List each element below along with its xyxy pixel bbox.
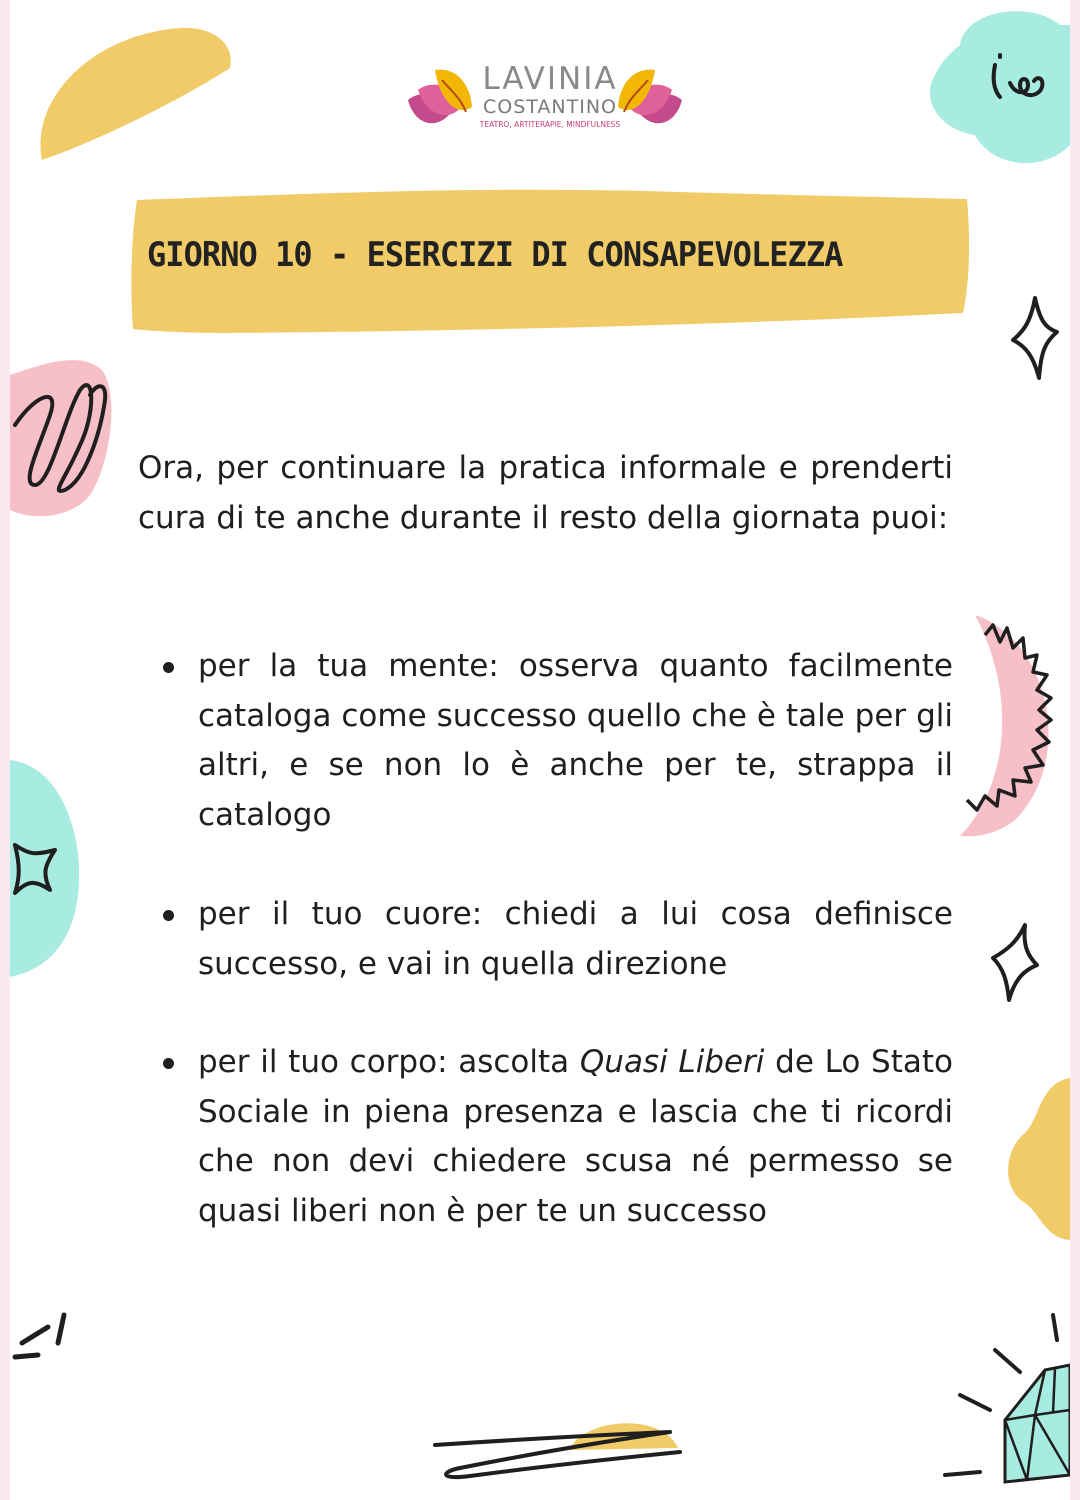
bullet-dot	[163, 662, 174, 673]
song-title: Quasi Liberi	[579, 1044, 765, 1080]
logo-surname: COSTANTINO	[482, 96, 617, 118]
list-item	[198, 1038, 953, 1236]
dash-lines-left	[10, 1305, 80, 1365]
brand-logo	[400, 62, 690, 136]
bullet-list-body	[198, 1038, 953, 1236]
bullet-list-mind	[198, 642, 953, 840]
teal-blob-top-right	[920, 5, 1070, 170]
list-item	[198, 642, 953, 840]
logo-name: LAVINIA	[482, 61, 618, 97]
page-title: GIORNO 10 - ESERCIZI DI CONSAPEVOLEZZA	[147, 235, 843, 275]
pink-zigzag-arc-right	[955, 610, 1070, 840]
diamond-icon	[935, 1310, 1070, 1490]
bullet-text-before: per il tuo corpo: ascolta	[198, 1044, 580, 1080]
logo-tagline: TEATRO, ARTITERAPIE, MINDFULNESS	[479, 120, 621, 129]
yellow-semicircle-bottom	[430, 1410, 690, 1485]
bullet-text: per la tua mente: osserva quanto facilmente cataloga come successo quello che è tale per gli altri, e se non lo è anche per te, strappa il catalogo	[198, 648, 953, 833]
sparkle-right-middle	[985, 920, 1045, 1005]
sparkle-right-top	[1005, 290, 1065, 385]
list-item	[198, 890, 953, 989]
bullet-text: per il tuo cuore: chiedi a lui cosa definisce successo, e vai in quella direzione	[198, 896, 953, 982]
title-banner	[125, 185, 970, 335]
page	[10, 0, 1070, 1500]
yellow-blob-right	[1000, 1078, 1070, 1243]
bullet-dot	[163, 910, 174, 921]
pink-scribble-left	[10, 355, 120, 525]
bullet-dot	[163, 1058, 174, 1069]
bullet-text-after: de Lo Stato Sociale in piena presenza e lascia che ti ricordi che non devi chiedere scusa né permesso se quasi liberi non è per te un successo	[198, 1044, 953, 1229]
bullet-list-heart	[198, 890, 953, 989]
yellow-semicircle-top-left	[30, 20, 240, 170]
intro-paragraph: Ora, per continuare la pratica informale e prenderti cura di te anche durante il resto della giornata puoi:	[138, 450, 953, 536]
teal-blob-left	[10, 755, 85, 980]
